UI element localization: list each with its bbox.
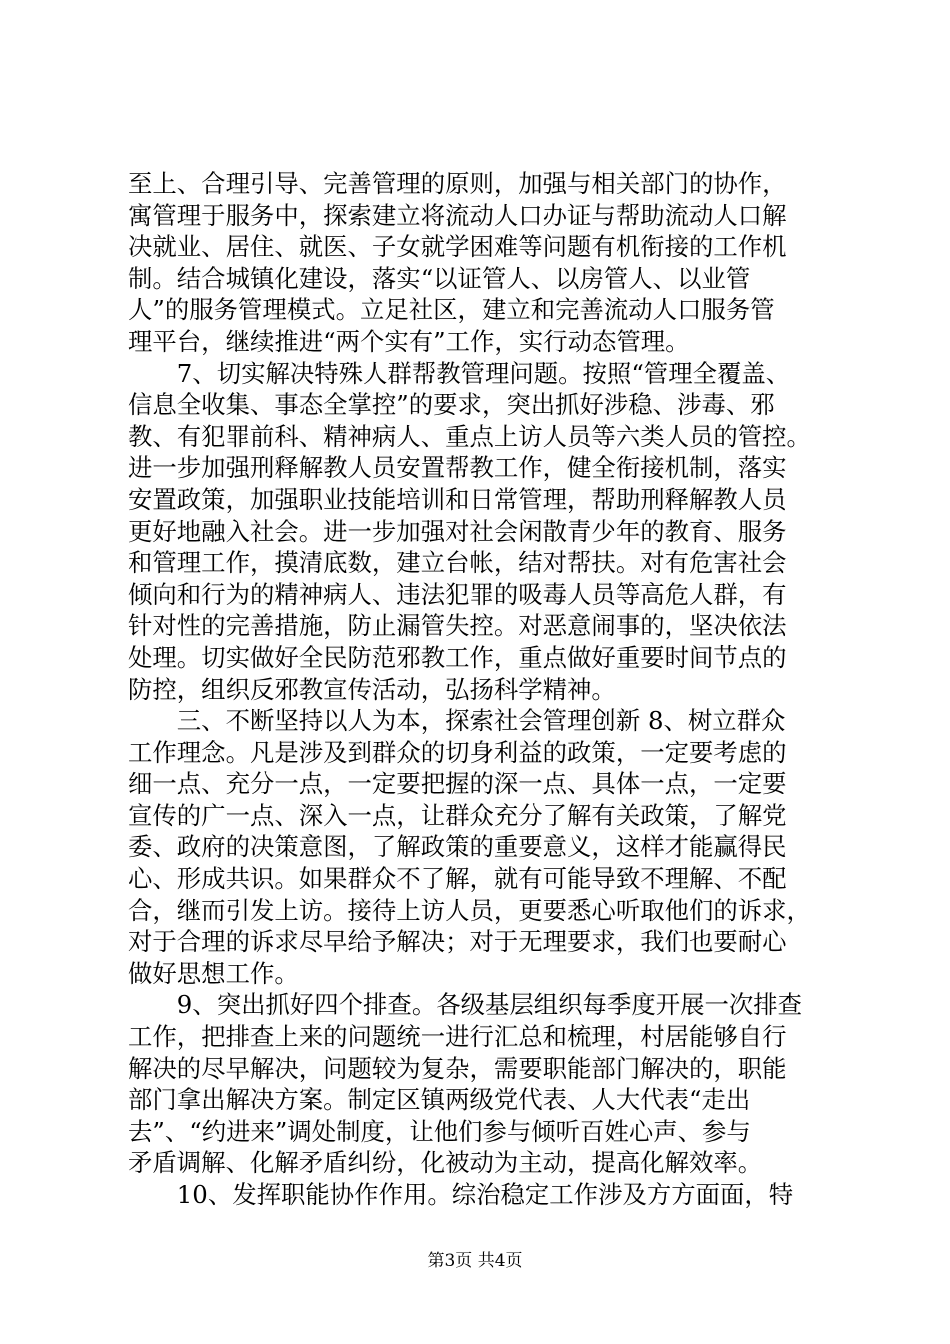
body-text bbox=[128, 168, 833, 1211]
text-line: 理平台，继续推进“两个实有”工作，实行动态管理。 bbox=[128, 326, 690, 356]
text-line: 对于合理的诉求尽早给予解决；对于无理要求，我们也要耐心 bbox=[128, 927, 787, 957]
text-line: 三、不断坚持以人为本，探索社会管理创新 8、树立群众 bbox=[128, 706, 786, 736]
text-line: 安置政策，加强职业技能培训和日常管理，帮助刑释解教人员 bbox=[128, 484, 787, 514]
text-line: 部门拿出解决方案。制定区镇两级党代表、人大代表“走出 bbox=[128, 1085, 751, 1115]
text-line: 人”的服务管理模式。立足社区，建立和完善流动人口服务管 bbox=[128, 295, 775, 325]
text-line: 矛盾调解、化解矛盾纠纷，化被动为主动，提高化解效率。 bbox=[128, 1148, 763, 1178]
text-line: 做好思想工作。 bbox=[128, 958, 299, 988]
text-line: 寓管理于服务中，探索建立将流动人口办证与帮助流动人口解 bbox=[128, 200, 787, 230]
text-line: 处理。切实做好全民防范邪教工作，重点做好重要时间节点的 bbox=[128, 642, 787, 672]
page-footer: 第3页 共4页 bbox=[427, 1251, 523, 1271]
text-line: 解决的尽早解决，问题较为复杂，需要职能部门解决的，职能 bbox=[128, 1053, 787, 1083]
text-line: 倾向和行为的精神病人、违法犯罪的吸毒人员等高危人群，有 bbox=[128, 579, 787, 609]
text-line: 7、切实解决特殊人群帮教管理问题。按照“管理全覆盖、 bbox=[128, 358, 791, 388]
text-line: 9、突出抓好四个排查。各级基层组织每季度开展一次排查 bbox=[128, 990, 803, 1020]
text-line: 合，继而引发上访。接待上访人员，更要悉心听取他们的诉求， bbox=[128, 895, 811, 925]
text-line: 决就业、居住、就医、子女就学困难等问题有机衔接的工作机 bbox=[128, 232, 787, 262]
text-line: 教、有犯罪前科、精神病人、重点上访人员等六类人员的管控。 bbox=[128, 421, 811, 451]
text-line: 心、形成共识。如果群众不了解，就有可能导致不理解、不配 bbox=[128, 864, 787, 894]
text-line: 防控，组织反邪教宣传活动，弘扬科学精神。 bbox=[128, 674, 616, 704]
text-line: 更好地融入社会。进一步加强对社会闲散青少年的教育、服务 bbox=[128, 516, 787, 546]
text-line: 至上、合理引导、完善管理的原则，加强与相关部门的协作， bbox=[128, 169, 787, 198]
text-line: 和管理工作，摸清底数，建立台帐，结对帮扶。对有危害社会 bbox=[128, 548, 787, 578]
text-line: 进一步加强刑释解教人员安置帮教工作，健全衔接机制，落实 bbox=[128, 453, 787, 483]
text-line: 针对性的完善措施，防止漏管失控。对恶意闹事的，坚决依法 bbox=[128, 611, 787, 641]
text-line: 10、发挥职能协作作用。综治稳定工作涉及方方面面，特 bbox=[128, 1180, 794, 1209]
text-line: 细一点、充分一点，一定要把握的深一点、具体一点，一定要 bbox=[128, 769, 787, 799]
text-line: 制。结合城镇化建设，落实“以证管人、以房管人、以业管 bbox=[128, 263, 751, 293]
text-line: 委、政府的决策意图，了解政策的重要意义，这样才能赢得民 bbox=[128, 832, 787, 862]
text-line: 宣传的广一点、深入一点，让群众充分了解有关政策，了解党 bbox=[128, 800, 787, 830]
text-line: 去”、“约进来”调处制度，让他们参与倾听百姓心声、参与 bbox=[128, 1116, 751, 1146]
text-line: 信息全收集、事态全掌控”的要求，突出抓好涉稳、涉毒、邪 bbox=[128, 390, 775, 420]
text-line: 工作理念。凡是涉及到群众的切身利益的政策，一定要考虑的 bbox=[128, 737, 787, 767]
text-line: 工作，把排查上来的问题统一进行汇总和梳理，村居能够自行 bbox=[128, 1022, 787, 1052]
